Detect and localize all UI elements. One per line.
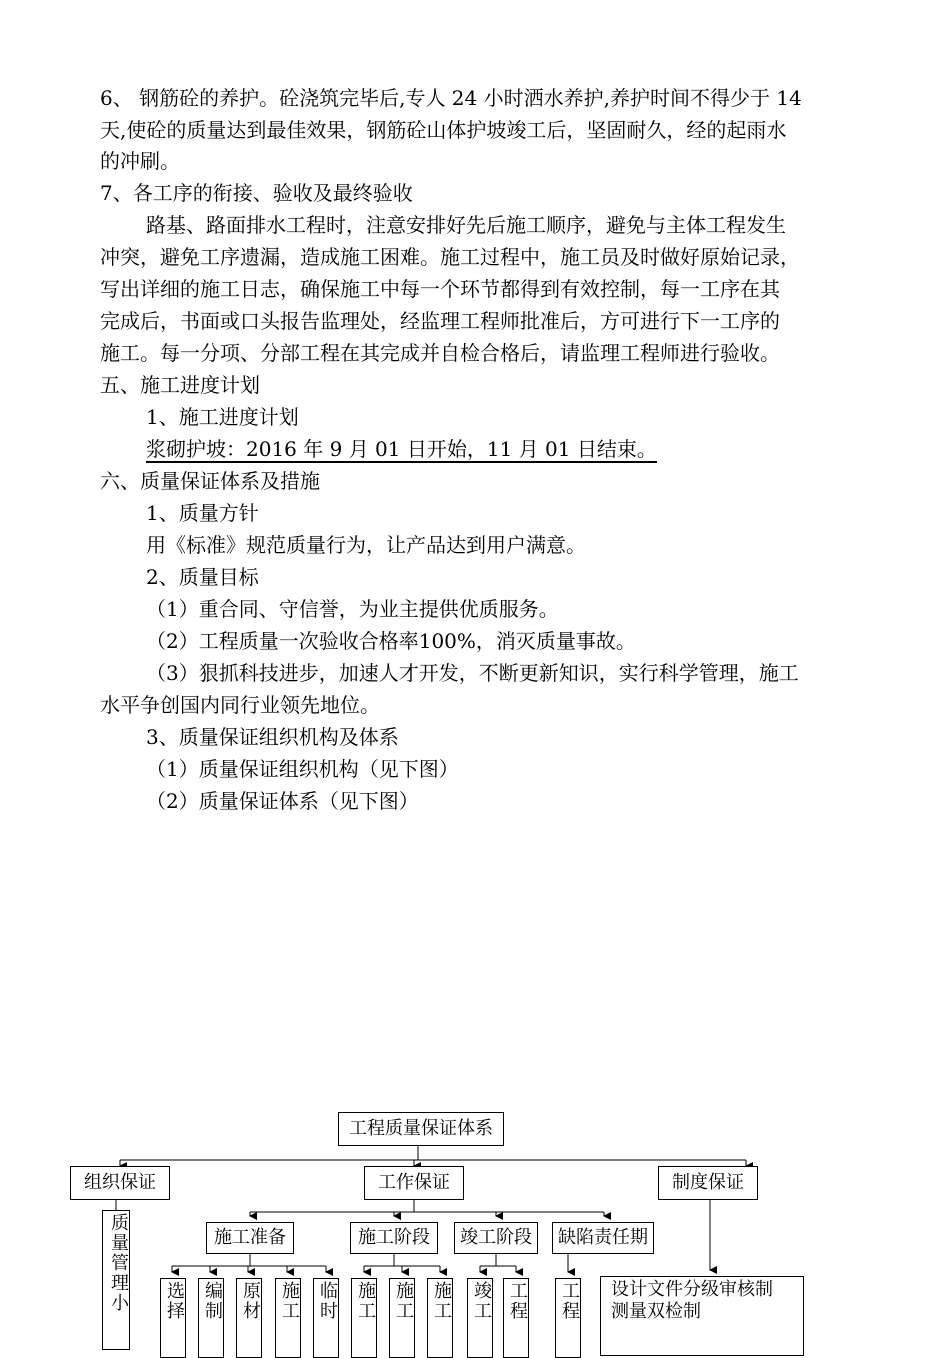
prep-item-box: 编制 [198,1278,224,1358]
paragraph-line: 冲突，避免工序遗漏，造成施工困难。施工过程中，施工员及时做好原始记录， [100,245,800,269]
schedule-text: 浆砌护坡：2016 年 9 月 01 日开始，11 月 01 日结束。 [146,437,657,461]
section-heading: 五、施工进度计划 [100,373,260,397]
paragraph-line: 6、 钢筋砼的养护。砼浇筑完毕后,专人 24 小时洒水养护,养护时间不得少于 14 [100,86,802,110]
prep-item-box: 原材 [236,1278,262,1358]
subsection-heading: 3、质量保证组织机构及体系 [146,725,399,749]
defect-item-box: 工程 [555,1278,581,1358]
construction-item-box: 施工 [389,1278,415,1358]
paragraph-line: 写出详细的施工日志，确保施工中每一个环节都得到有效控制，每一工序在其 [100,277,780,301]
org-vertical-box: 质量管理小 [102,1210,130,1350]
list-item: （1）质量保证组织机构（见下图） [146,757,459,781]
work-guarantee-box: 工作保证 [364,1166,464,1200]
prep-item-box: 临时 [313,1278,339,1358]
system-rule-line: 设计文件分级审核制 [611,1279,773,1300]
list-item: （2）质量保证体系（见下图） [146,789,419,813]
stage-completion-box: 竣工阶段 [454,1222,538,1254]
list-item: 水平争创国内同行业领先地位。 [100,693,380,717]
stage-construction-box: 施工阶段 [350,1222,438,1254]
system-guarantee-box: 制度保证 [658,1166,758,1200]
construction-item-box: 施工 [427,1278,453,1358]
subsection-heading: 1、质量方针 [146,501,259,525]
completion-item-box: 竣工 [467,1278,493,1358]
system-rules-box [600,1276,804,1356]
paragraph-line: 路基、路面排水工程时，注意安排好先后施工顺序，避免与主体工程发生 [146,213,786,237]
paragraph-line: 完成后，书面或口头报告监理处，经监理工程师批准后，方可进行下一工序的 [100,309,780,333]
stage-defect-box: 缺陷责任期 [552,1222,654,1254]
paragraph-line: 的冲刷。 [100,149,180,173]
paragraph-line: 用《标准》规范质量行为，让产品达到用户满意。 [146,533,586,557]
paragraph-line: 施工。每一分项、分部工程在其完成并自检合格后，请监理工程师进行验收。 [100,341,780,365]
list-item: （2）工程质量一次验收合格率100%，消灭质量事故。 [146,629,636,653]
list-item: （1）重合同、守信誉，为业主提供优质服务。 [146,597,559,621]
system-rule-line: 测量双检制 [611,1301,701,1322]
org-guarantee-box: 组织保证 [70,1166,170,1200]
completion-item-box: 工程 [503,1278,529,1358]
construction-item-box: 施工 [351,1278,377,1358]
section-heading: 7、各工序的衔接、验收及最终验收 [100,181,413,205]
subsection-heading: 1、施工进度计划 [146,405,299,429]
subsection-heading: 2、质量目标 [146,565,259,589]
prep-item-box: 施工 [275,1278,301,1358]
section-heading: 六、质量保证体系及措施 [100,469,320,493]
prep-item-box: 选择 [160,1278,186,1358]
stage-prep-box: 施工准备 [206,1222,294,1254]
paragraph-line: 天,使砼的质量达到最佳效果，钢筋砼山体护坡竣工后，坚固耐久，经的起雨水 [100,118,787,142]
diagram-root-box: 工程质量保证体系 [338,1112,504,1146]
list-item: （3）狠抓科技进步，加速人才开发，不断更新知识，实行科学管理，施工 [146,661,799,685]
